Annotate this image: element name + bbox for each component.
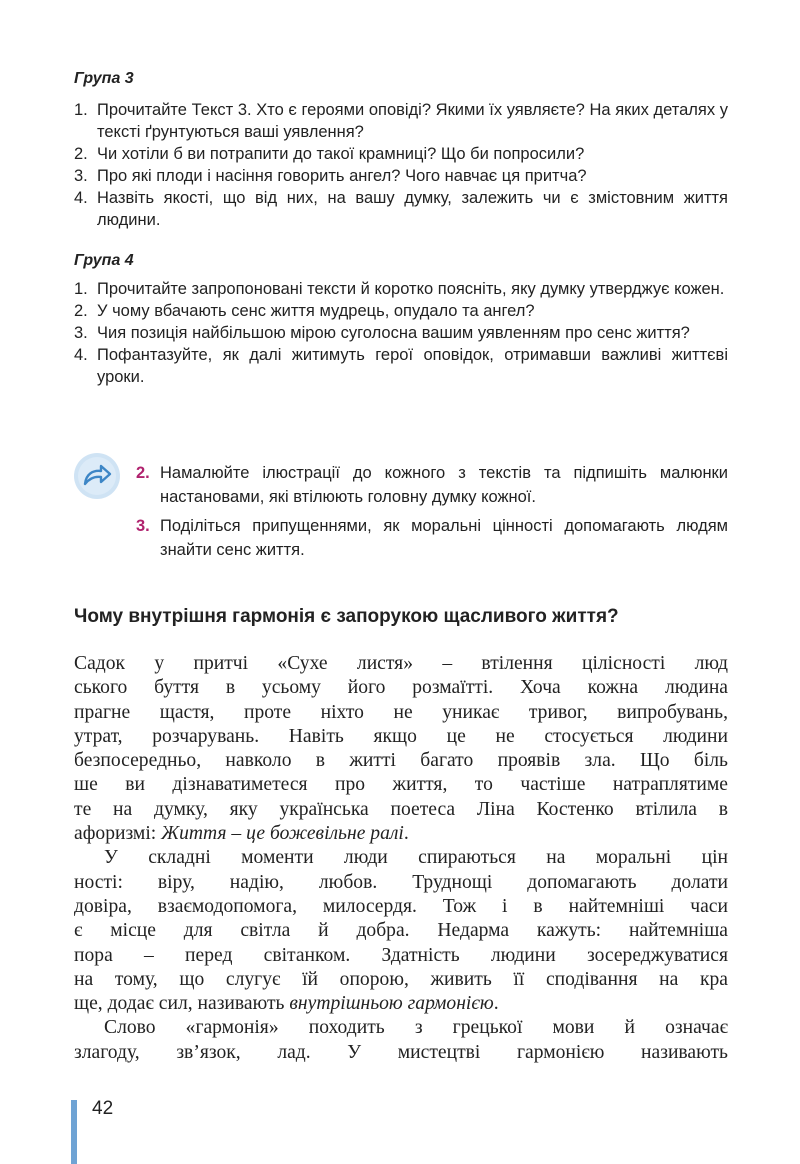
list-item: 4. Назвіть якості, що від них, на вашу думку, залежить чи є змістовним життя людини. [74,189,728,229]
page-bar [71,1100,77,1164]
task-text: Намалюйте ілюстрації до кожного з текстів та підпишіть малюнки настановами, які втілюють головну думку кожної. [160,464,728,506]
page-number: 42 [92,1098,114,1119]
paragraph-1: Садок у притчі «Сухе листя» – втілення цілісності люд ського буття в усьому його розмаїтті. Хоча кожна людина прагне щастя, проте ніхто не уникає тривог, випробувань, утрат, розчарувань. Навіть якщо це не стосується людини безпосередньо, навколо в житті багато проявів зла. Що біль ше ви дізнаватиметеся про життя, то частіше натраплятиме те на думку, яку українська поетеса Ліна Костенко втілила в афоризмі: Життя – це божевільне ралі. [74,653,728,845]
term-inner-harmony: внутрішньою гармонією [289,993,494,1015]
list-item: 1. Прочитайте Текст 3. Хто є героями оповіді? Якими їх уявляєте? На яких деталях у тексті ґрунтуються ваші уявлення? [74,101,728,141]
task-number: 2. [136,464,150,482]
share-arrow-icon [73,452,121,500]
list-item: 1. Прочитайте запропоновані тексти й коротко поясніть, яку думку утверджує кожен. [74,280,725,298]
task-item [136,461,728,509]
group-3-title: Група 3 [74,70,134,87]
paragraph-2: У складні моменти люди спираються на моральні цін ності: віру, надію, любов. Труднощі допомагають долати довіра, взаємодопомога, милосердя. Тож і в найтемніші часи є місце для світла й добра. Недарма кажуть: найтемніша пора – перед світанком. Здатність людини зосереджуватися на тому, що слугує їй опорою, живить її сподівання на кра ще, додає сил, називають внутрішньою гармонією. [74,847,728,1015]
aphorism: Життя – це божевільне ралі [161,823,404,845]
list-item: 2. У чому вбачають сенс життя мудрець, опудало та ангел? [74,302,535,320]
list-item: 3. Чия позиція найбільшою мірою суголосна вашим уявленням про сенс життя? [74,324,690,342]
task-number: 3. [136,517,150,535]
list-item: 3. Про які плоди і насіння говорить ангел? Чого навчає ця притча? [74,167,587,185]
list-item: 4. Пофантазуйте, як далі житимуть герої оповідок, отримавши важливі життєві уроки. [74,346,728,386]
body-text [74,652,728,1065]
section-heading: Чому внутрішня гармонія є запорукою щасливого життя? [74,606,619,627]
task-text: Поділіться припущеннями, як моральні цінності допомагають людям знайти сенс життя. [160,517,728,559]
group-3-questions [74,99,728,231]
group-4-title: Група 4 [74,252,134,269]
task-list [136,461,728,567]
list-item: 2. Чи хотіли б ви потрапити до такої крамниці? Що би попросили? [74,145,585,163]
group-4-questions [74,278,728,388]
task-item [136,514,728,562]
paragraph-3: Слово «гармонія» походить з грецької мови й означає злагоду, зв’язок, лад. У мистецтві гармонією називають [74,1017,728,1063]
